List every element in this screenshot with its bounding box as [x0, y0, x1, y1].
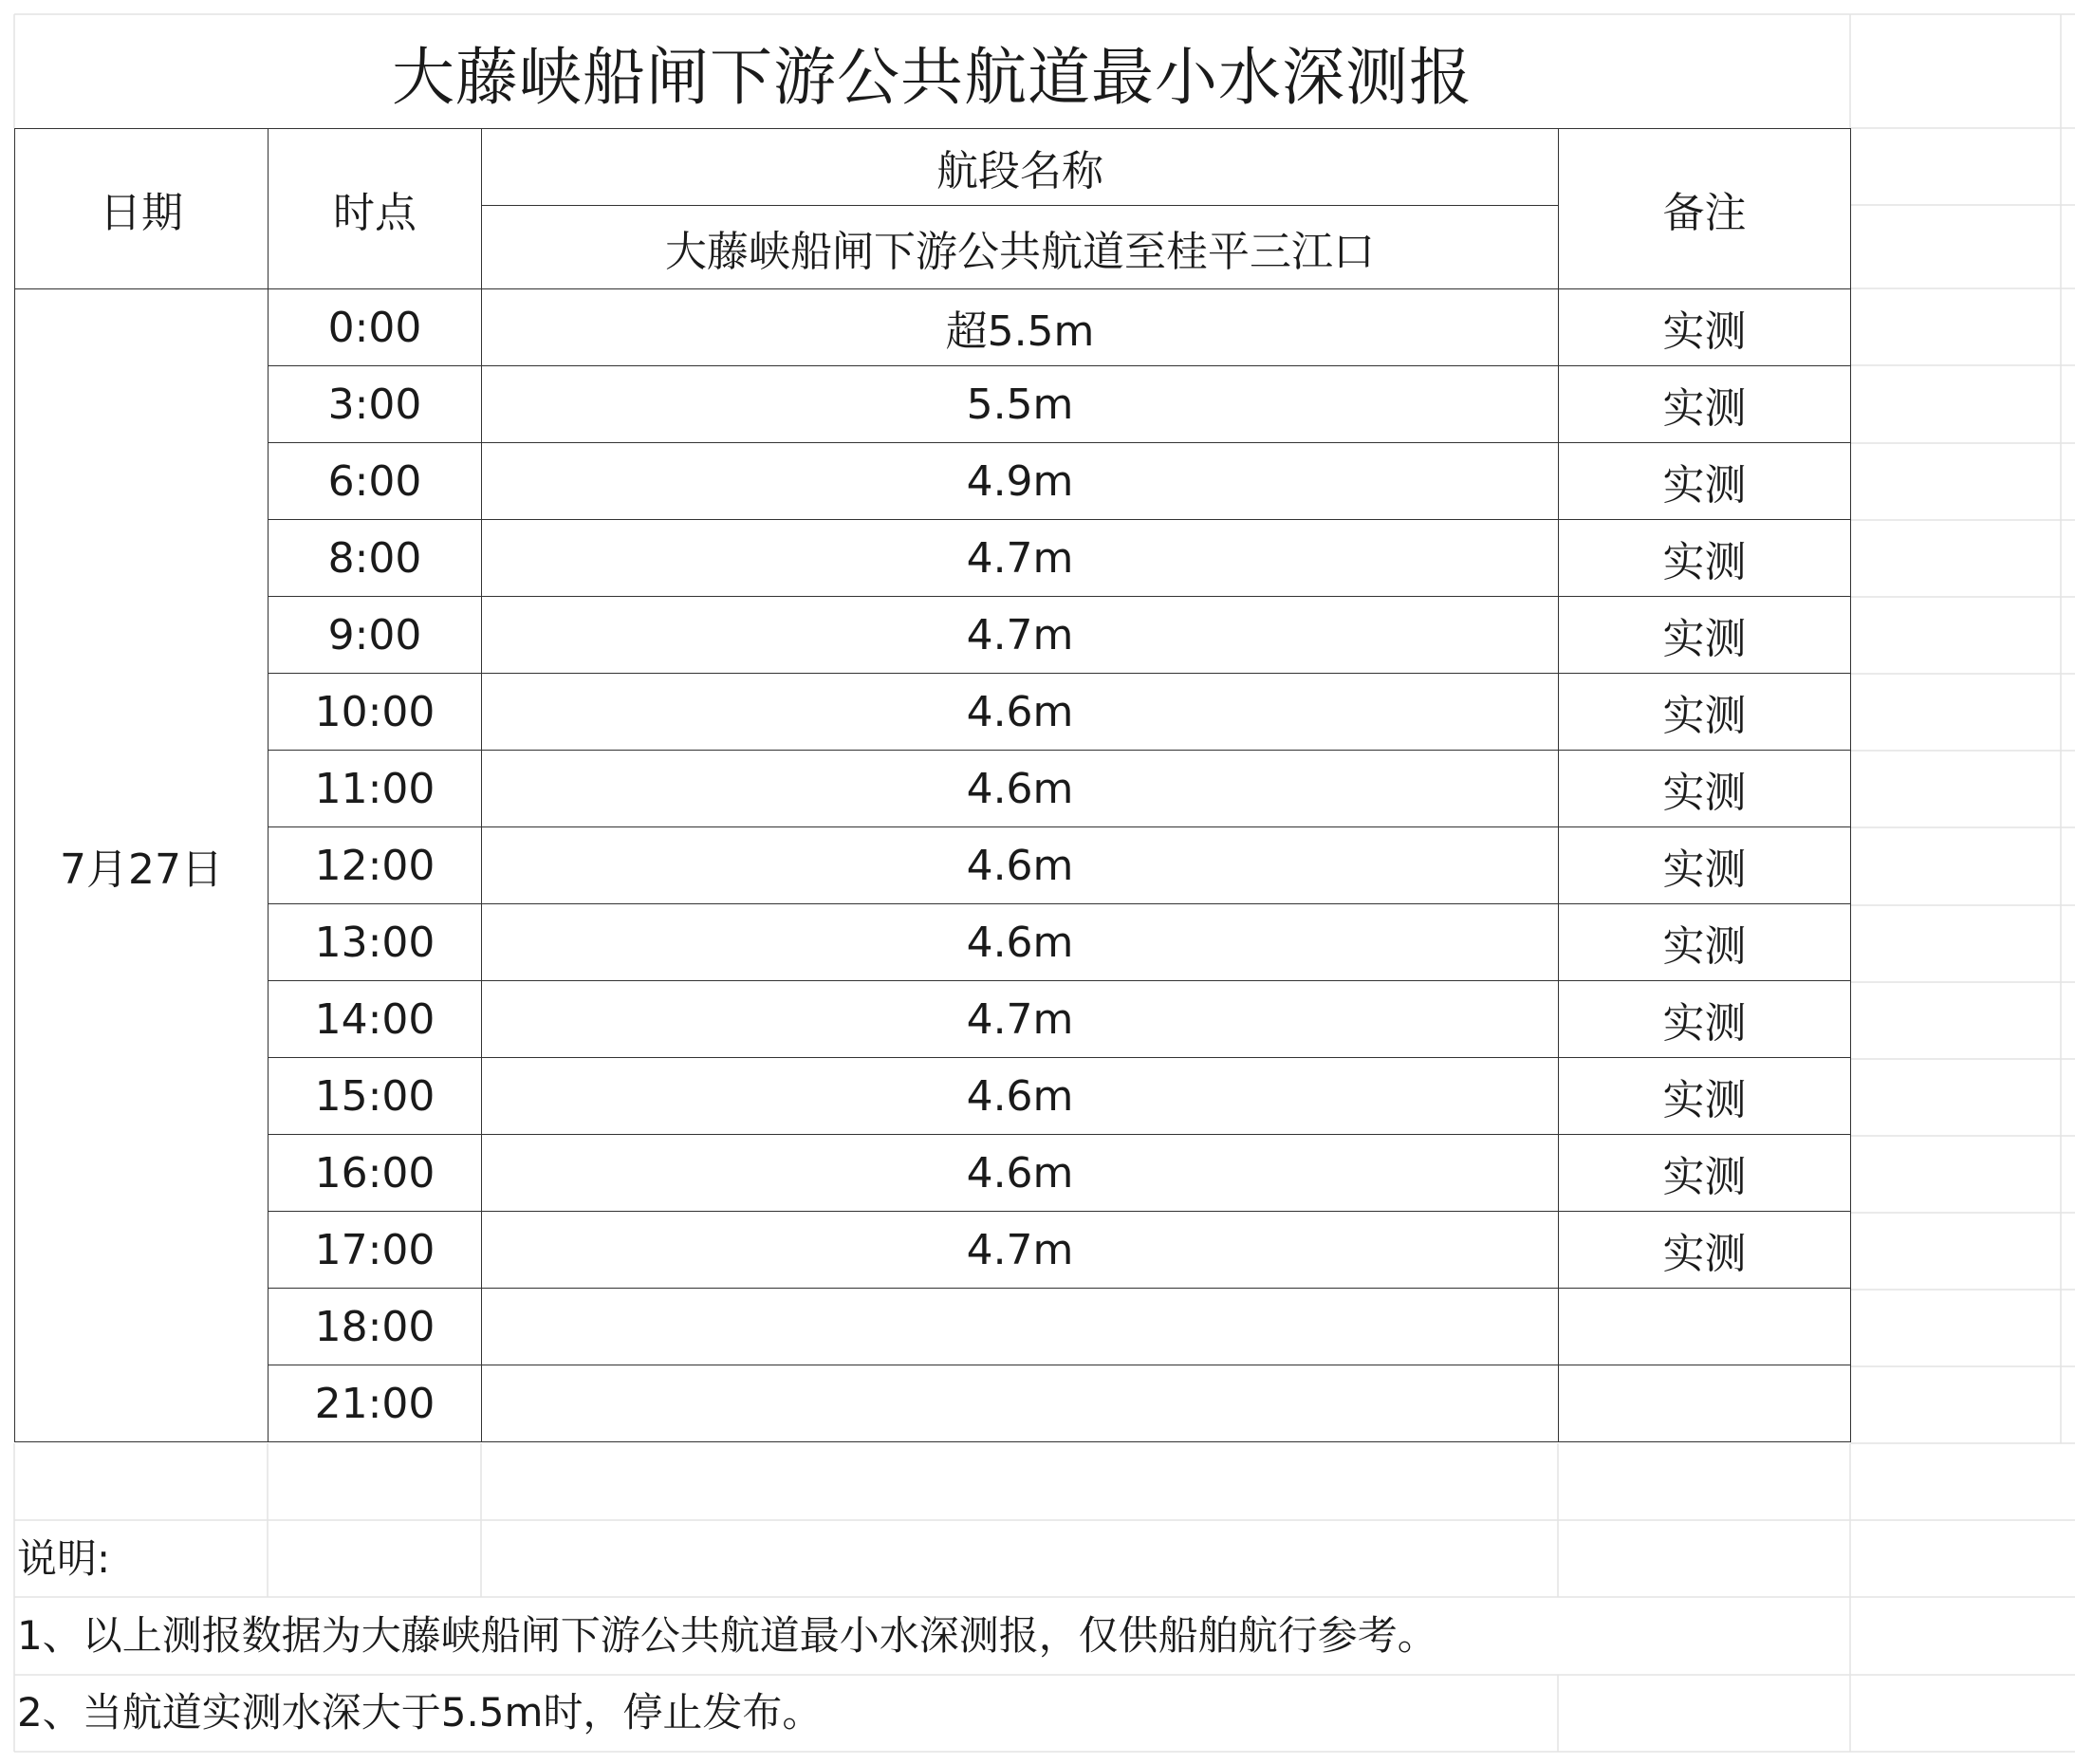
remark-cell: 实测 [1559, 904, 1851, 981]
table-row [15, 1212, 1851, 1289]
header-segment-name: 大藤峡船闸下游公共航道至桂平三江口 [482, 206, 1559, 289]
depth-cell: 4.9m [482, 443, 1559, 520]
depth-cell: 4.7m [482, 981, 1559, 1058]
remark-cell: 实测 [1559, 443, 1851, 520]
date-cell: 7月27日 [15, 289, 269, 1442]
time-cell: 15:00 [269, 1058, 482, 1135]
remark-cell [1559, 1289, 1851, 1365]
table-row [15, 520, 1851, 597]
remark-cell: 实测 [1559, 1058, 1851, 1135]
remark-cell: 实测 [1559, 1212, 1851, 1289]
report-title: 大藤峡船闸下游公共航道最小水深测报 [392, 40, 1473, 114]
depth-cell: 4.6m [482, 674, 1559, 751]
depth-cell: 4.7m [482, 597, 1559, 674]
time-cell: 13:00 [269, 904, 482, 981]
header-segment-group: 航段名称 [482, 129, 1559, 206]
table-row [15, 366, 1851, 443]
remark-cell: 实测 [1559, 520, 1851, 597]
remark-cell: 实测 [1559, 981, 1851, 1058]
table-row [15, 981, 1851, 1058]
depth-cell: 4.7m [482, 1212, 1559, 1289]
depth-cell: 5.5m [482, 366, 1559, 443]
notes-label: 说明: [17, 1535, 111, 1582]
remark-cell: 实测 [1559, 751, 1851, 827]
remark-cell: 实测 [1559, 674, 1851, 751]
remark-cell: 实测 [1559, 597, 1851, 674]
table-row [15, 751, 1851, 827]
remark-cell: 实测 [1559, 289, 1851, 366]
depth-cell [482, 1365, 1559, 1442]
time-cell: 8:00 [269, 520, 482, 597]
depth-cell: 4.6m [482, 904, 1559, 981]
remark-cell [1559, 1365, 1851, 1442]
depth-cell: 4.6m [482, 1135, 1559, 1212]
table-row [15, 904, 1851, 981]
time-cell: 11:00 [269, 751, 482, 827]
time-cell: 9:00 [269, 597, 482, 674]
water-depth-table [14, 128, 1851, 1442]
table-row [15, 289, 1851, 366]
time-cell: 18:00 [269, 1289, 482, 1365]
remark-cell: 实测 [1559, 1135, 1851, 1212]
table-row [15, 1058, 1851, 1135]
header-time: 时点 [269, 129, 482, 289]
table-row [15, 674, 1851, 751]
time-cell: 6:00 [269, 443, 482, 520]
table-row [15, 1289, 1851, 1365]
table-row [15, 597, 1851, 674]
depth-cell: 4.6m [482, 827, 1559, 904]
notes-line-2: 2、当航道实测水深大于5.5m时，停止发布。 [17, 1689, 823, 1736]
time-cell: 21:00 [269, 1365, 482, 1442]
time-cell: 10:00 [269, 674, 482, 751]
time-cell: 12:00 [269, 827, 482, 904]
time-cell: 17:00 [269, 1212, 482, 1289]
table-row [15, 443, 1851, 520]
time-cell: 0:00 [269, 289, 482, 366]
time-cell: 3:00 [269, 366, 482, 443]
remark-cell: 实测 [1559, 366, 1851, 443]
header-row-1 [15, 129, 1851, 206]
notes-line-1: 1、以上测报数据为大藤峡船闸下游公共航道最小水深测报，仅供船舶航行参考。 [17, 1612, 1437, 1659]
depth-cell: 4.6m [482, 751, 1559, 827]
depth-cell: 4.7m [482, 520, 1559, 597]
header-remark: 备注 [1559, 129, 1851, 289]
time-cell: 14:00 [269, 981, 482, 1058]
header-date: 日期 [15, 129, 269, 289]
remark-cell: 实测 [1559, 827, 1851, 904]
table-row [15, 1365, 1851, 1442]
depth-cell: 超5.5m [482, 289, 1559, 366]
table-row [15, 827, 1851, 904]
depth-cell: 4.6m [482, 1058, 1559, 1135]
table-row [15, 1135, 1851, 1212]
depth-cell [482, 1289, 1559, 1365]
time-cell: 16:00 [269, 1135, 482, 1212]
